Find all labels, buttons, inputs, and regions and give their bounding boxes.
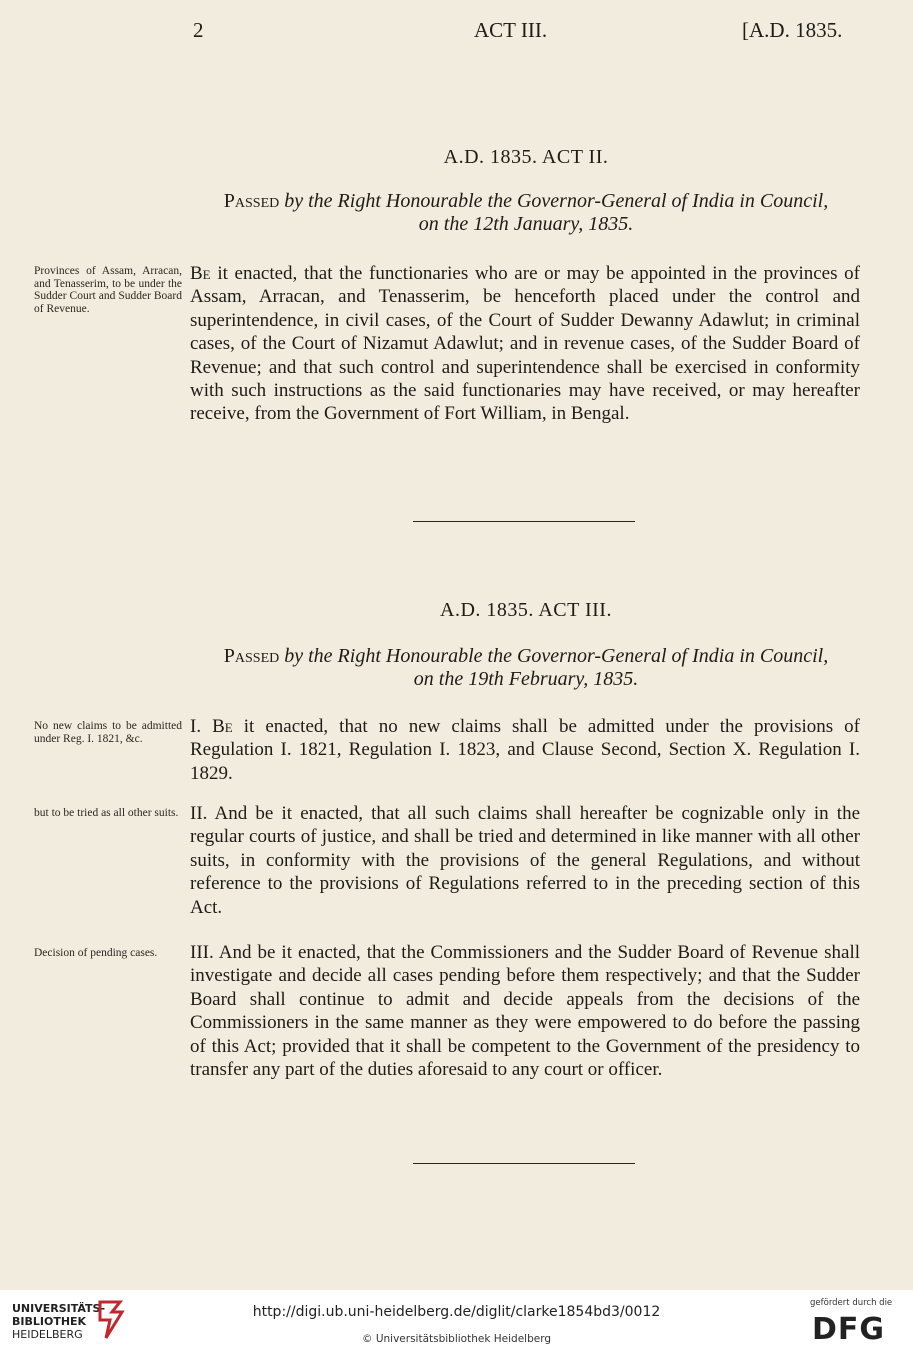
act3-section1	[190, 715, 860, 785]
act3-section3-text: And be it enacted, that the Commissioners and the Sudder Board of Revenue shall investigate and decide all cases pending before them respectively; and that the Sudder Board shall continue to admit and decide appeals from the decisions of the Commissioners in the same manner as they were empowered to do before the passing of this Act; provided that it shall be competent to the Government of the presidency to transfer any part of the duties aforesaid to any court or officer.	[190, 942, 861, 1081]
page-number: 2	[193, 18, 204, 42]
act2-title: A.D. 1835. ACT II.	[443, 146, 609, 168]
act2-passed-rest: by the Right Honourable the Governor-General of India in Council,	[284, 190, 829, 212]
act3-passed-lead: Passed	[223, 645, 280, 667]
act2-body	[190, 262, 860, 426]
act3-section2-text: And be it enacted, that all such claims shall hereafter be cognizable only in the regular courts of justice, and shall be tried and determined in like manner with all other suits, in conformity with the provisions of the general Regulations, and without reference to the provisions of Regulations referred to in the preceding section of this Act.	[190, 803, 861, 918]
permalink-url[interactable]: http://digi.ub.uni-heidelberg.de/diglit/clarke1854bd3/0012	[252, 1304, 661, 1320]
library-line3: HEIDELBERG	[12, 1328, 83, 1341]
running-head	[0, 18, 913, 48]
library-line2: BIBLIOTHEK	[12, 1315, 87, 1328]
act3-section1-lead: I. Be	[190, 716, 233, 737]
act2-lead: Be	[190, 263, 211, 284]
section-divider-bottom	[413, 1163, 635, 1164]
footer-bar	[0, 1290, 913, 1360]
act3-section1-margin-note: No new claims to be admitted under Reg. I. 1821, &c.	[34, 720, 182, 745]
act2-passed-lead: Passed	[223, 190, 280, 212]
act3-passed-rest: by the Right Honourable the Governor-General of India in Council,	[284, 645, 829, 667]
act2-date-line: on the 12th January, 1835.	[418, 213, 634, 235]
funded-by-label: gefördert durch die	[810, 1298, 893, 1308]
act2-margin-note: Provinces of Assam, Arracan, and Tenasserim, to be under the Sudder Court and Sudder Board of Revenue.	[34, 265, 182, 315]
running-head-act: ACT III.	[474, 18, 548, 42]
act3-section2-margin-note: but to be tried as all other suits.	[34, 807, 179, 819]
dfg-logo: DFG	[812, 1312, 886, 1347]
running-head-year: [A.D. 1835.	[742, 18, 843, 42]
act3-section3	[190, 941, 860, 1081]
act2-passed	[190, 190, 862, 236]
act3-section3-lead: III.	[190, 942, 214, 963]
section-divider	[413, 521, 635, 522]
copyright-notice: © Universitätsbibliothek Heidelberg	[361, 1333, 551, 1345]
library-line1: UNIVERSITÄTS-	[12, 1302, 106, 1315]
act3-date-line: on the 19th February, 1835.	[413, 668, 639, 690]
act3-passed	[190, 645, 862, 691]
act2-text: it enacted, that the functionaries who are or may be appointed in the provinces of Assam, Arracan, and Tenasserim, be henceforth placed under the control and superintendence, in civil cases, of the Court of Sudder Dewanny Adawlut; in criminal cases, of the Court of Nizamut Adawlut; and in revenue cases, of the Sudder Board of Revenue; and that such control and superintendence shall be exercised in conformity with such instructions as the said functionaries may have received, or may hereafter receive, from the Government of Fort William, in Bengal.	[190, 263, 861, 425]
act3-section1-text: it enacted, that no new claims shall be admitted under the provisions of Regulation I. 1821, Regulation I. 1823, and Clause Second, Section X. Regulation I. 1829.	[190, 716, 861, 784]
act3-section2	[190, 802, 860, 919]
act3-title: A.D. 1835. ACT III.	[440, 599, 612, 621]
act3-section2-lead: II.	[190, 803, 208, 824]
act3-section3-margin-note: Decision of pending cases.	[34, 947, 158, 959]
